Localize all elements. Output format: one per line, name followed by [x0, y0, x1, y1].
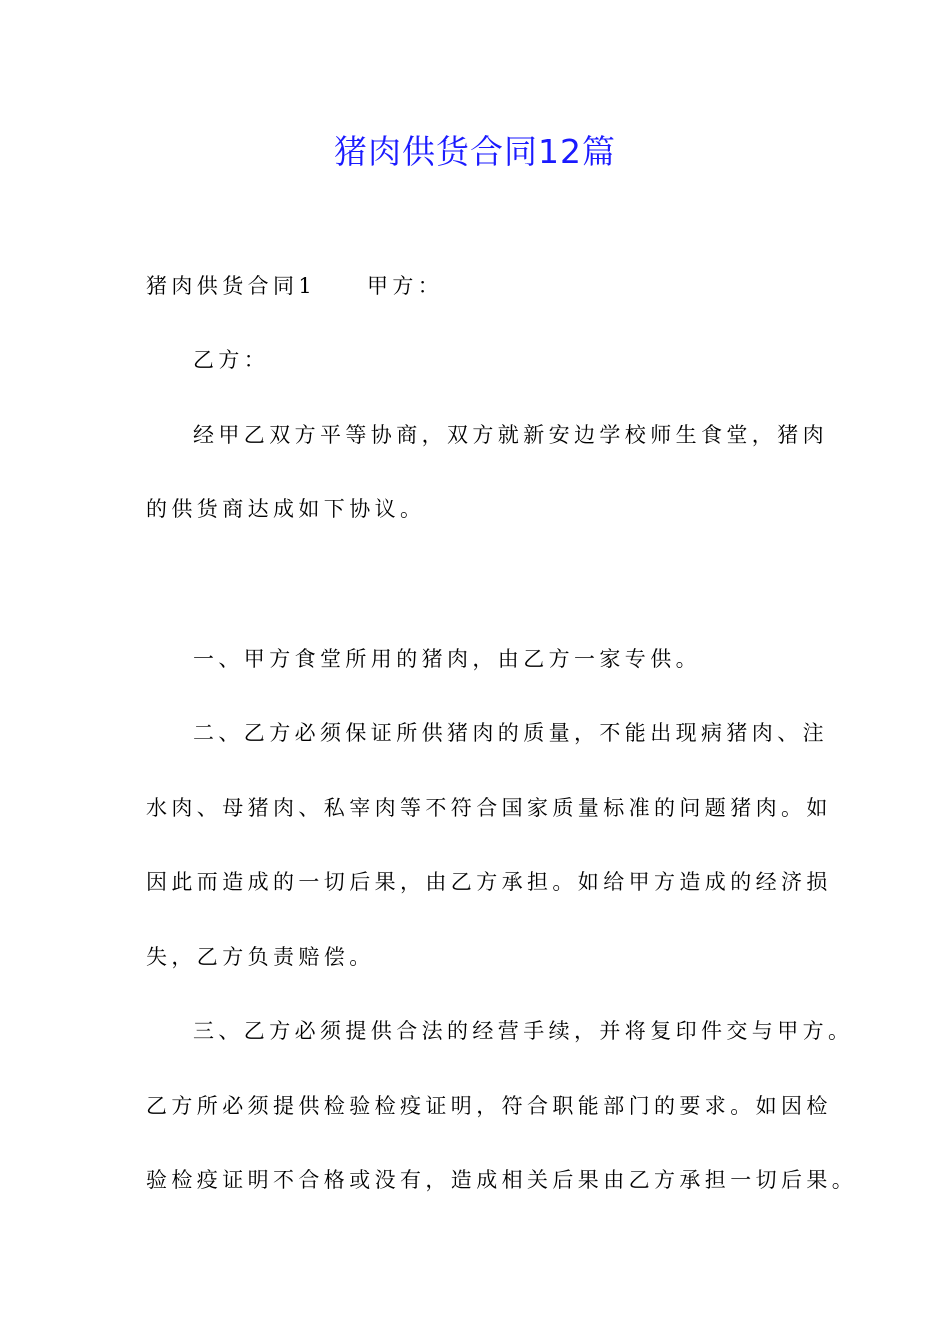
paragraph-line: 二、乙方必须保证所供猪肉的质量，不能出现病猪肉、注 — [193, 721, 828, 745]
paragraph-line: 三、乙方必须提供合法的经营手续，并将复印件交与甲方。 — [193, 1019, 854, 1043]
document-title: 猪肉供货合同12篇 — [334, 132, 616, 171]
paragraph-line: 一、甲方食堂所用的猪肉，由乙方一家专供。 — [193, 647, 701, 671]
paragraph-line: 猪肉供货合同1 甲方： — [146, 274, 444, 298]
paragraph-line: 的供货商达成如下协议。 — [146, 497, 426, 521]
paragraph-line: 水肉、母猪肉、私宰肉等不符合国家质量标准的问题猪肉。如 — [146, 796, 832, 820]
paragraph-line: 失，乙方负责赔偿。 — [146, 945, 375, 969]
paragraph-line: 经甲乙双方平等协商，双方就新安边学校师生食堂，猪肉 — [193, 423, 828, 447]
paragraph-line: 乙方所必须提供检验检疫证明，符合职能部门的要求。如因检 — [146, 1094, 832, 1118]
paragraph-line: 乙方： — [193, 348, 270, 372]
paragraph-line: 因此而造成的一切后果，由乙方承担。如给甲方造成的经济损 — [146, 870, 832, 894]
paragraph-line: 验检疫证明不合格或没有，造成相关后果由乙方承担一切后果。 — [146, 1168, 858, 1192]
